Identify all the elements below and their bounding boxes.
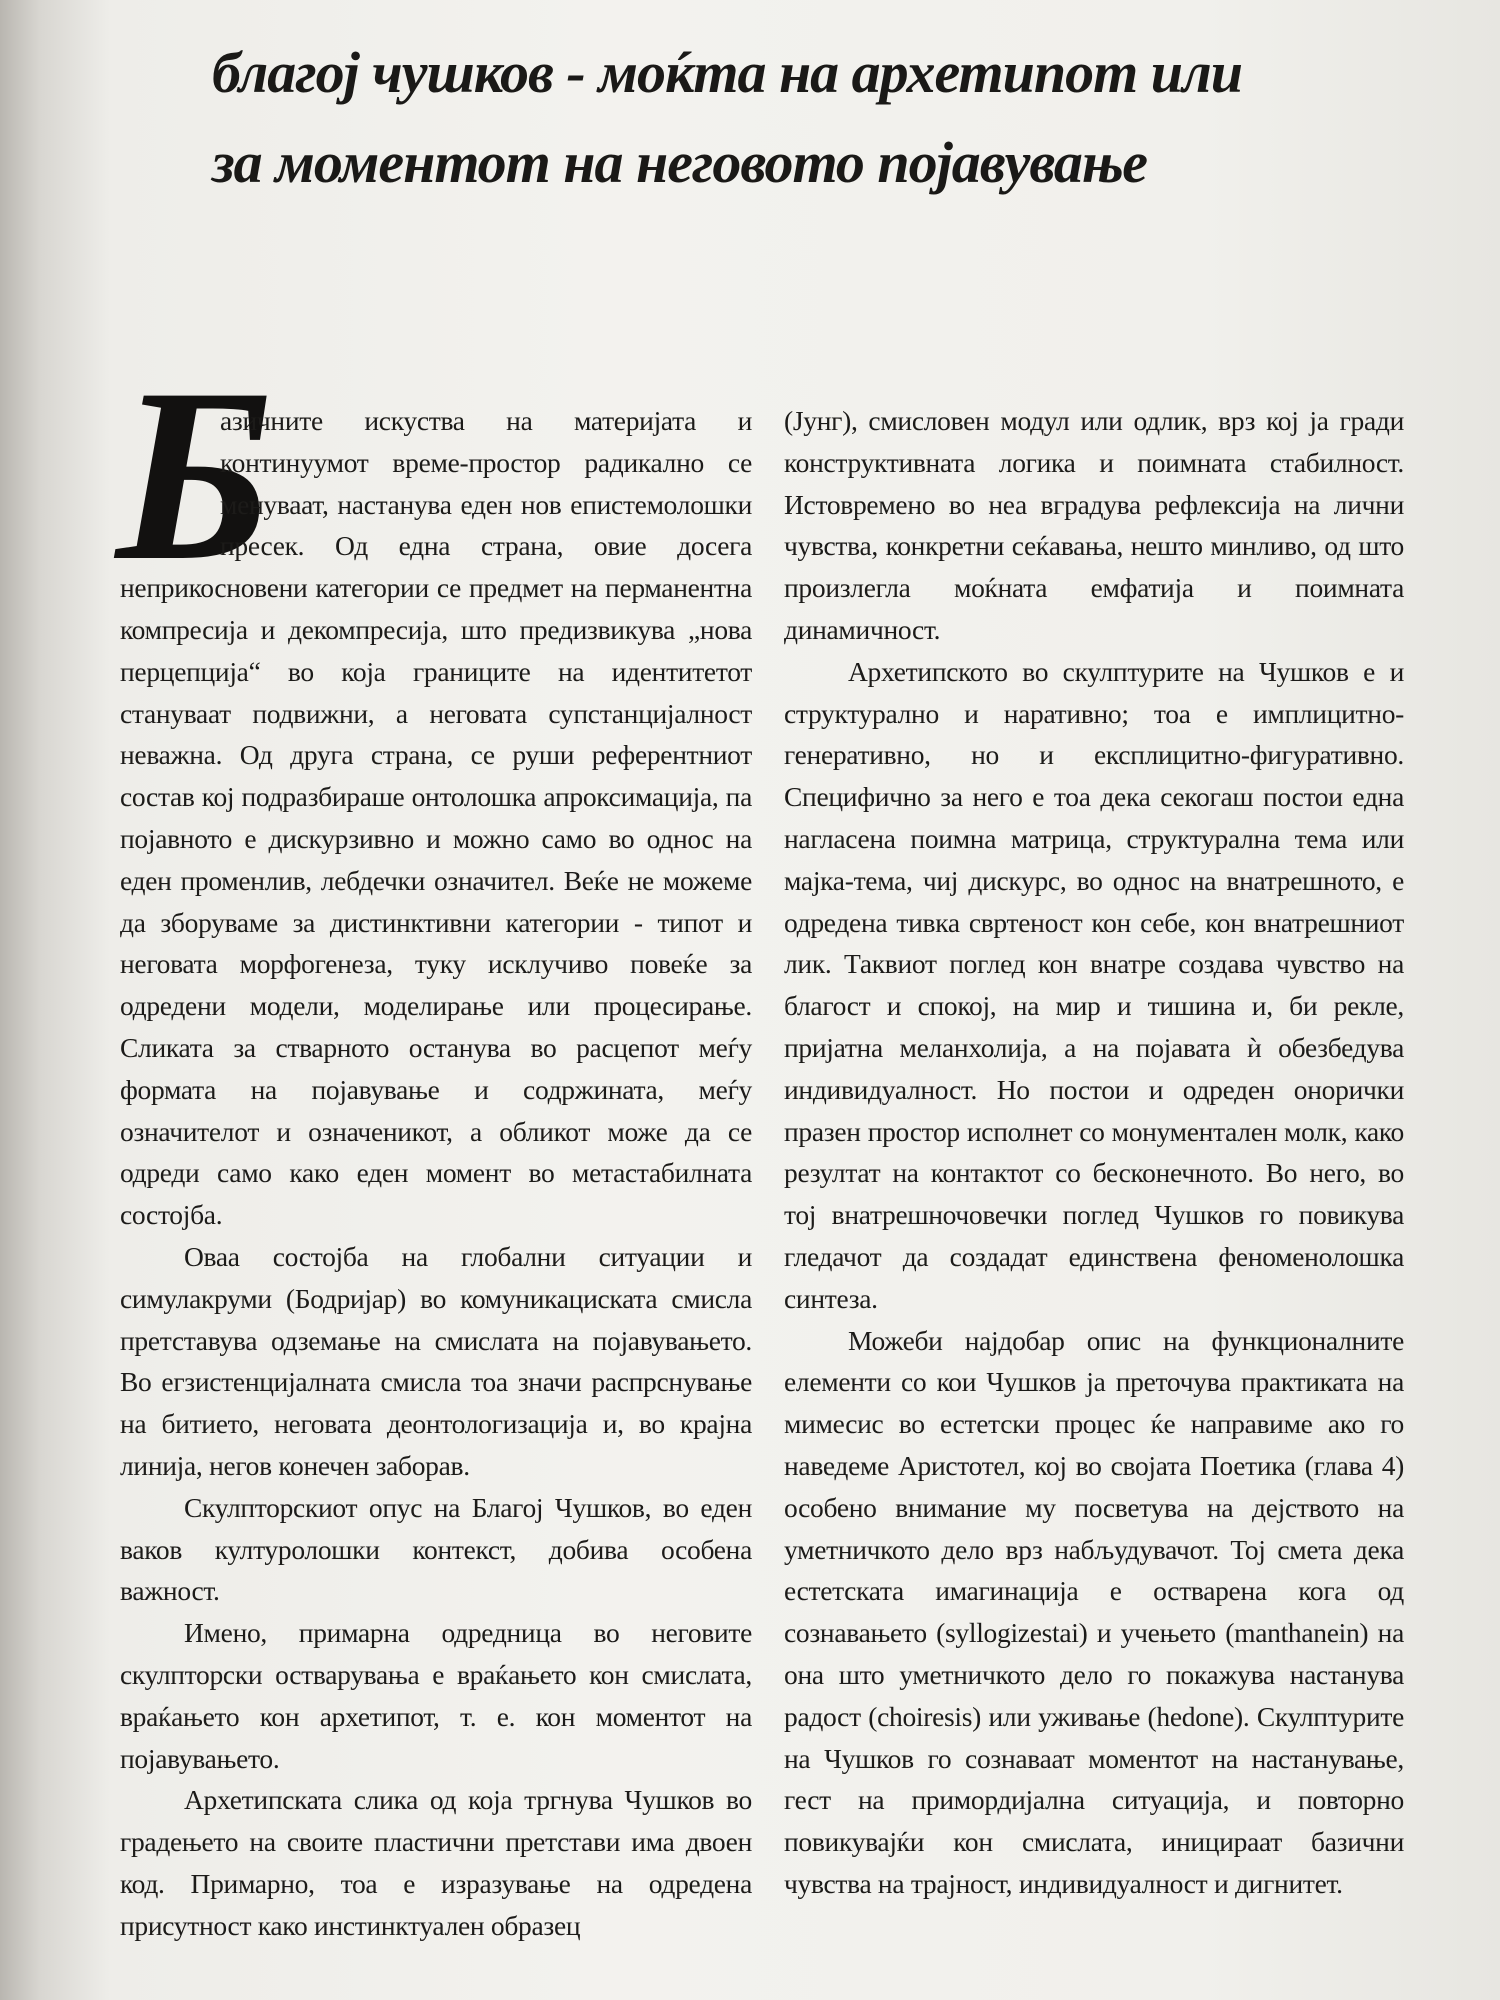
- paragraph: Оваа состојба на глобални ситуации и симулакруми (Бодријар) во комуникациската смисла претставува одземање на смислата на појавувањето. Во егзистенцијалната смисла тоа значи распрснување на битието, неговата деонтологизација и, во крајна линија, негов конечен заборав.: [120, 1240, 752, 1481]
- drop-cap: Б: [116, 337, 274, 612]
- article-title: [212, 28, 1452, 208]
- left-column: [116, 337, 752, 1946]
- title-line-1: благој чушков - моќта на архетипот или: [212, 40, 1242, 105]
- paragraph: Можеби најдобар опис на функционалните елементи со кои Чушков ја преточува практиката на мимесис во естетски процес ќе направиме ако го наведеме Аристотел, кој во својата Поетика (глава 4) особено внимание му посветува на дејството на уметничкото дело врз набљудувачот. Тој смета дека естетската имагинација е остварена кога од сознавањето (syllogizestai) и учењето (manthanein) на она што уметничкото дело го покажува настанува радост (choiresis) или уживање (hedone). Скулптурите на Чушков го сознаваат моментот на настанување, гест на примордијална ситуација, и повторно повикувајќи кон смислата, иницираат базични чувства на трајност, индивидуалност и дигнитет.: [784, 1324, 1404, 1899]
- paragraph: Архетипското во скулптурите на Чушков е и структурално и наративно; тоа е имплицитно-генеративно, но и експлицитно-фигуративно. Специфично за него е тоа дека секогаш постои една нагласена поимна матрица, структурална тема или мајка-тема, чиј дискурс, во однос на внатрешното, е одредена тивка свртеност кон себе, кон внатрешниот лик. Таквиот поглед кон внатре создава чувство на благост и спокој, на мир и тишина и, би рекле, пријатна меланхолија, а на појавата ѝ обезбедува индивидуалност. Но постои и одреден онорички празен простор исполнет со монументален молк, како резултат на контактот со бесконечното. Во него, во тој внатрешночовечки поглед Чушков го повикува гледачот да создадат единствена феноменолошка синтеза.: [784, 655, 1404, 1314]
- paragraph: Скулпторскиот опус на Благој Чушков, во еден ваков културолошки контекст, добива особена важност.: [120, 1491, 752, 1607]
- right-column: [784, 400, 1404, 1905]
- paragraph: (Јунг), смисловен модул или одлик, врз кој ја гради конструктивната логика и поимната стабилност. Истовремено во неа вградува рефлексија на лични чувства, конкретни сеќавања, нешто минливо, од што произлегла моќната емфатија и поимната динамичност.: [784, 405, 1404, 645]
- title-line-2: за моментот на неговото појавување: [212, 130, 1147, 195]
- paragraph-text: азичните искуства на материјата и континуумот време-простор радикално се менуваат, настанува еден нов епистемолошки пресек. Од една страна, овие досега неприкосновени категории се предмет на перманентна компресија и декомпресија, што предизвикува „нова перцепција“ во која границите на идентитетот стануваат подвижни, а неговата супстанцијалност неважна. Од друга страна, се руши референтниот состав кој подразбираше онтолошка апроксимација, па појавното е дискурзивно и можно само во однос на еден променлив, лебдечки означител. Веќе не можеме да зборуваме за дистинктивни категории - типот и неговата морфогенеза, туку исклучиво повеќе за одредени модели, моделирање или процесирање. Сликата за стварното останува во расцепот меѓу формата на појавување и содржината, меѓу означителот и означеникот, а обликот може да се одреди само како еден момент во метастабилната состојба.: [120, 405, 752, 1231]
- paragraph: Имено, примарна одредница во неговите скулпторски остварувања е враќањето кон смислата, враќањето кон архетипот, т. е. кон моментот на појавувањето.: [120, 1617, 752, 1774]
- paragraph: Архетипската слика од која тргнува Чушков во градењето на своите пластични претстави има двоен код. Примарно, тоа е изразување на одредена присутност како инстинктуален образец: [120, 1784, 752, 1941]
- paragraph: [116, 337, 752, 1236]
